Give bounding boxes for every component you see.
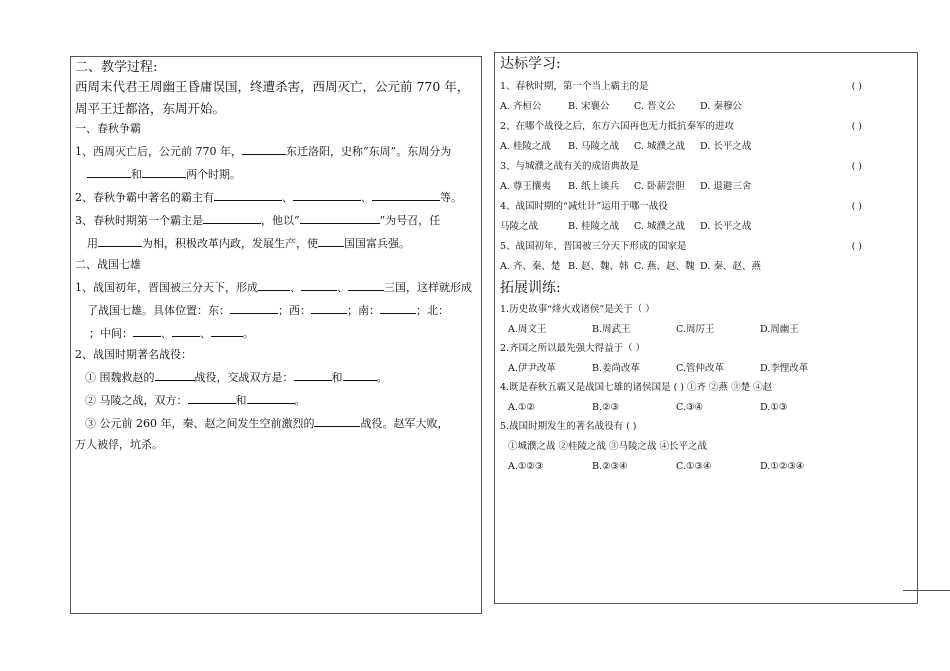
answer-options [500,402,912,414]
q5-line-c: ③ 公元前 260 年，秦、赵之间发生空前激烈的 战役。赵军大败， [85,417,449,430]
q3-line-a: 3、春秋时期第一个霸主是 ，他以“ ”为号召，任 [75,214,441,227]
option-c: C. 晋文公 [634,101,676,112]
q5-line-d: 万人被俘，坑杀。 [75,438,163,451]
intro-line-2: 周平王迁都洛，东周开始。 [75,101,226,116]
option-d: D. 长平之战 [700,141,752,152]
option-b: B.②③④ [592,461,628,472]
question-text: 4、战国时期的“减灶计”运用于哪一战役 [500,201,668,212]
corner-rule [903,590,950,591]
option-b: B.周武王 [592,324,631,335]
extension-subchoices: ①城濮之战 ②桂陵之战 ③马陵之战 ④长平之战 [508,441,708,452]
extension-question: 1.历史故事“烽火戏诸侯”是关于（ ） [500,304,655,315]
option-a: A. 桂陵之战 [500,141,551,152]
option-b: B. 马陵之战 [568,141,620,152]
practice-question [500,121,912,133]
q5-line-a: ① 围魏救赵的 战役，交战双方是： 和 。 [85,371,388,384]
option-c: C. 城濮之战 [634,141,685,152]
option-d: D. 长平之战 [700,221,752,232]
practice-question [500,241,912,253]
answer-options [500,181,912,193]
question-text: 5、战国初年，晋国被三分天下形成的国家是 [500,241,687,252]
option-d: D.周幽王 [760,324,799,335]
option-a: A. 齐桓公 [500,101,542,112]
practice-title: 达标学习: [500,56,561,72]
question-text: 2、在哪个战役之后，东方六国再也无力抵抗秦军的进攻 [500,121,735,132]
answer-paren: ( ) [851,201,862,212]
q4-line-a: 1、战国初年，晋国被三分天下，形成 、 、 三国，这样就形成 [75,281,472,294]
extension-question: 4.既是春秋五霸又是战国七雄的诸侯国是 ( ) ①齐 ②燕 ③楚 ④赵 [500,382,773,393]
question-text: 1、春秋时期，第一个当上霸主的是 [500,81,649,92]
answer-options [500,101,912,113]
option-c: C.①③④ [676,461,712,472]
option-a: A.①②③ [508,461,544,472]
option-a: A. 齐、秦、楚 [500,261,561,272]
option-a: A.①② [508,402,535,413]
option-a: 马陵之战 [500,221,539,232]
intro-line-1: 西周末代君王周幽王昏庸误国，终遭杀害，西周灭亡，公元前 770 年， [75,79,470,94]
answer-options [500,324,912,336]
practice-question [500,201,912,213]
option-b: B.②③ [592,402,620,413]
option-c: C.③④ [676,402,703,413]
practice-panel [494,52,918,604]
option-a: A. 尊王攘夷 [500,181,551,192]
section-title: 二、教学过程: [75,60,158,75]
answer-paren: ( ) [851,241,862,252]
answer-options [500,363,912,375]
practice-question [500,81,912,93]
answer-paren: ( ) [851,161,862,172]
lesson-process-panel [70,56,482,614]
answer-options [500,261,912,273]
option-b: B. 宋襄公 [568,101,610,112]
q1-line-a: 1、西周灭亡后，公元前 770 年， 东迁洛阳，史称“东周”。东周分为 [75,145,452,158]
option-a: A.周文王 [508,324,547,335]
option-c: C. 卧薪尝胆 [634,181,685,192]
extension-question: 2.齐国之所以最先强大得益于（ ） [500,343,646,354]
option-d: D. 秦穆公 [700,101,742,112]
answer-paren: ( ) [851,121,862,132]
q5-title: 2、战国时期著名战役： [75,348,192,361]
answer-options [500,461,912,473]
extension-title: 拓展训练: [500,280,561,296]
q2-line: 2、春秋争霸中著名的霸主有 、 、 等。 [75,191,462,204]
q1-line-b: 和 两个时期。 [75,166,477,182]
option-c: C. 城濮之战 [634,221,685,232]
option-d: D.①③ [760,402,788,413]
option-c: C.管仲改革 [676,363,724,374]
option-a: A.伊尹改革 [508,363,556,374]
practice-question [500,161,912,173]
practice-questions [500,81,912,273]
option-d: D.①②③④ [760,461,805,472]
extension-question: 5.战国时期发生的著名战役有 ( ) [500,421,637,432]
q4-line-b: 了战国七雄。具体位置：东： ；西： ；南： ；北： [87,304,449,317]
option-c: C.周厉王 [676,324,715,335]
q5-line-b: ② 马陵之战，双方： 和 。 [85,394,306,407]
option-b: B. 桂陵之战 [568,221,620,232]
option-c: C. 燕、赵、魏 [634,261,695,272]
answer-options [500,141,912,153]
option-d: D. 退避三舍 [700,181,752,192]
q3-line-b: 用 为相，积极改革内政，发展生产，使 国国富兵强。 [87,237,410,250]
part2-title: 二、战国七雄 [75,258,141,271]
extension-questions [500,304,912,473]
option-b: B. 赵、魏、韩 [568,261,629,272]
answer-options [500,221,912,233]
part1-title: 一、春秋争霸 [75,122,141,135]
q4-line-c: ；中间： 、 、 。 [89,327,254,340]
answer-paren: ( ) [851,81,862,92]
option-b: B. 纸上谈兵 [568,181,620,192]
option-d: D. 秦、赵、燕 [700,261,761,272]
option-d: D.李悝改革 [760,363,809,374]
option-b: B.姜尚改革 [592,363,641,374]
question-text: 3、与城濮之战有关的成语典故是 [500,161,640,172]
